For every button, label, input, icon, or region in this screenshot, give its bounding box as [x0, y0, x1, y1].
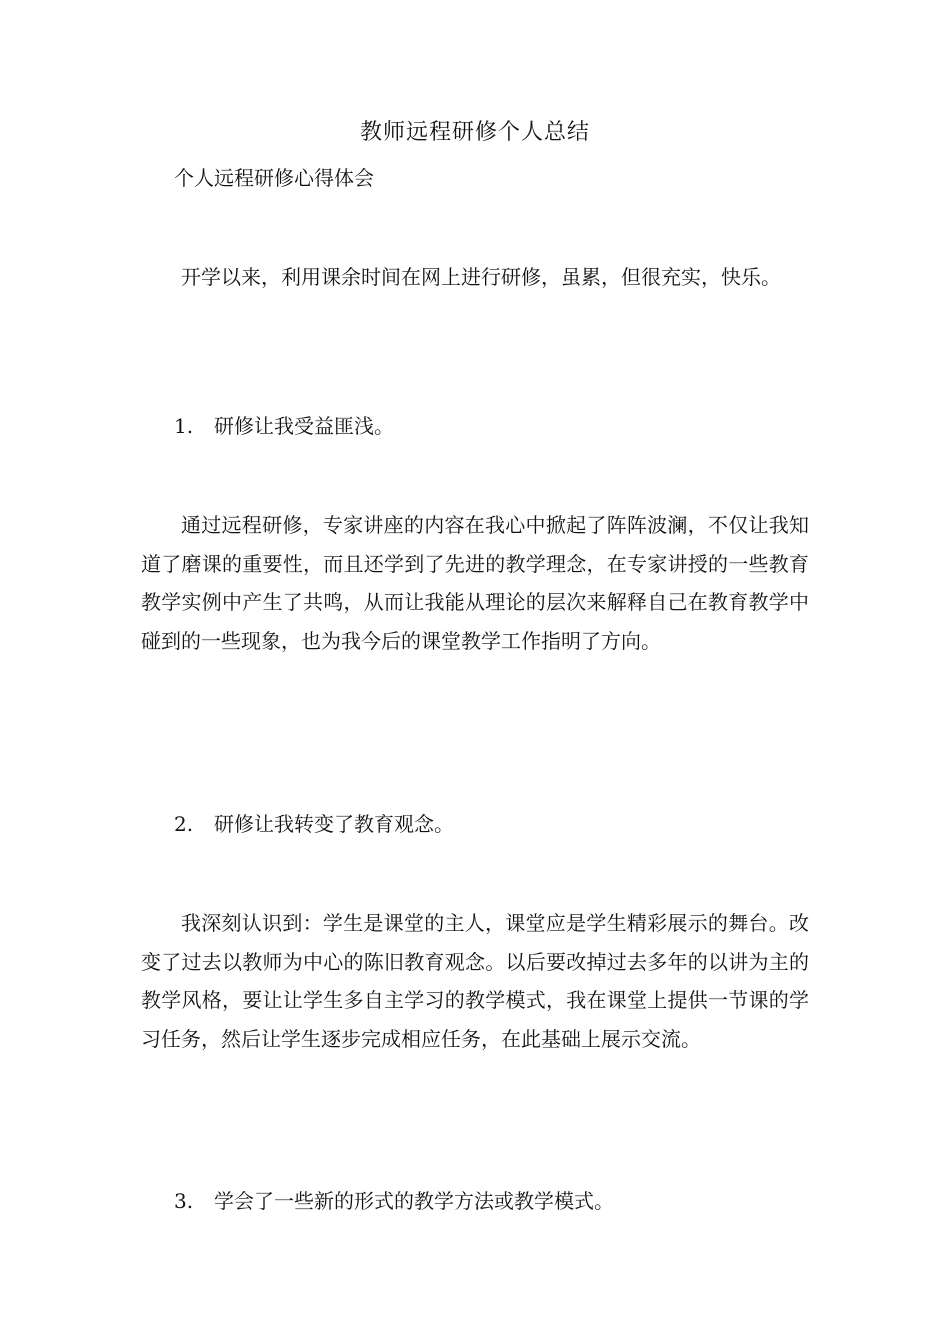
intro-paragraph: 开学以来，利用课余时间在网上进行研修，虽累，但很充实，快乐。 [181, 265, 781, 289]
section-heading-text: 学会了一些新的形式的教学方法或教学模式。 [214, 1189, 614, 1213]
section-heading-text: 研修让我受益匪浅。 [214, 414, 394, 438]
section-heading-2 [174, 810, 454, 838]
document-subtitle: 个人远程研修心得体会 [174, 166, 374, 190]
section-heading-text: 研修让我转变了教育观念。 [214, 812, 454, 836]
section-number: 1. [174, 414, 194, 438]
section-number: 3. [174, 1189, 194, 1213]
section-number: 2. [174, 812, 194, 836]
section-heading-1 [174, 412, 394, 440]
document-title: 教师远程研修个人总结 [359, 120, 590, 145]
section-body-2: 我深刻认识到：学生是课堂的主人，课堂应是学生精彩展示的舞台。改变了过去以教师为中心的陈旧教育观念。以后要改掉过去多年的以讲为主的教学风格，要让让学生多自主学习的教学模式，我在课堂上提供一节课的学习任务，然后让学生逐步完成相应任务，在此基础上展示交流。 [141, 911, 809, 1051]
section-body-1: 通过远程研修，专家讲座的内容在我心中掀起了阵阵波澜，不仅让我知道了磨课的重要性，而且还学到了先进的教学理念，在专家讲授的一些教育教学实例中产生了共鸣，从而让我能从理论的层次来解释自己在教育教学中碰到的一些现象，也为我今后的课堂教学工作指明了方向。 [141, 513, 809, 653]
section-heading-3 [174, 1187, 614, 1215]
